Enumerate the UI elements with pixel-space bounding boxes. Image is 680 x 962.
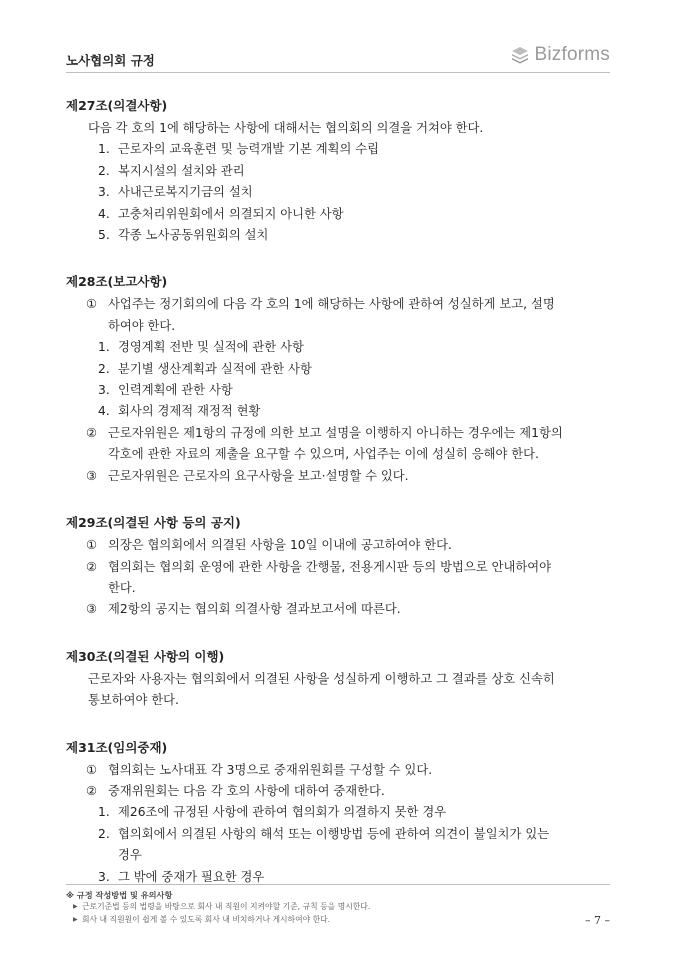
article-text-continued: 통보하여야 한다. (88, 693, 179, 708)
item-text: 사내근로복지기금의 설치 (118, 185, 253, 200)
paragraph-text: 하여야 한다. (108, 318, 176, 333)
list-item (66, 182, 610, 203)
paragraph-text: 근로자위원은 제1항의 규정에 의한 보고 설명을 이행하지 아니하는 경우에는 제1항의 (108, 425, 563, 440)
paragraph-marker: ② (86, 783, 98, 798)
page-header (66, 40, 610, 73)
item-number: 1. (98, 142, 110, 157)
article-text: 근로자와 사용자는 협의회에서 의결된 사항을 성실하게 이행하고 그 결과를 상호 신속히 (88, 671, 555, 686)
footnote-text: 회사 내 직원원이 쉽게 볼 수 있도록 회사 내 비치하거나 게시하여야 한다. (82, 914, 331, 924)
triangle-bullet-icon: ▶ (73, 915, 78, 923)
article-29 (66, 513, 610, 621)
paragraph (66, 599, 610, 620)
item-number: 2. (98, 163, 110, 178)
paragraph-marker: ① (86, 538, 98, 553)
paragraph-text: 협의회는 노사대표 각 3명으로 중재위원회를 구성할 수 있다. (108, 762, 433, 777)
paragraph (66, 294, 610, 315)
item-text: 회사의 경제적 재정적 현황 (118, 404, 261, 419)
item-number: 4. (98, 404, 110, 419)
article-31 (66, 738, 610, 888)
list-item (66, 139, 610, 160)
footnote-item (66, 901, 610, 914)
item-number: 2. (98, 361, 110, 376)
item-text: 고충처리위원회에서 의결되지 아니한 사항 (118, 206, 344, 221)
item-text: 경영계획 전반 및 실적에 관한 사항 (118, 340, 304, 355)
item-text: 분기별 생산계획과 실적에 관한 사항 (118, 361, 312, 376)
page-footer (66, 884, 610, 926)
article-27 (66, 96, 610, 246)
paragraph-marker: ③ (86, 602, 98, 617)
item-number: 3. (98, 185, 110, 200)
item-text: 각종 노사공동위원회의 설치 (118, 228, 269, 243)
paragraph-marker: ① (86, 297, 98, 312)
paragraph-continued (66, 316, 610, 337)
list-item (66, 824, 610, 845)
list-item (66, 380, 610, 401)
page-number: – 7 – (585, 914, 610, 927)
paragraph-text: 각호에 관한 자료의 제출을 요구할 수 있으며, 사업주는 이에 성실히 응해야 한다. (108, 447, 539, 462)
paragraph-marker: ② (86, 559, 98, 574)
article-28 (66, 272, 610, 487)
list-item (66, 161, 610, 182)
article-title: 제30조(의결된 사항의 이행) (66, 648, 225, 664)
article-title: 제31조(임의중재) (66, 739, 168, 755)
article-30 (66, 647, 610, 712)
paragraph-marker: ③ (86, 468, 98, 483)
paragraph-text: 한다. (108, 580, 136, 595)
item-number: 5. (98, 228, 110, 243)
paragraph (66, 423, 610, 444)
paragraph (66, 535, 610, 556)
item-text: 인력계획에 관한 사항 (118, 383, 233, 398)
paragraph-text: 의장은 협의회에서 의결된 사항을 10일 이내에 공고하여야 한다. (108, 538, 452, 553)
paragraph-text: 협의회는 협의회 운영에 관한 사항을 간행물, 전용게시판 등의 방법으로 안내하여야 (108, 559, 551, 574)
paragraph (66, 466, 610, 487)
list-item (66, 337, 610, 358)
footnote-item (66, 914, 610, 927)
list-item (66, 225, 610, 246)
stacked-layers-icon (510, 45, 530, 65)
paragraph (66, 557, 610, 578)
item-text: 그 밖에 중재가 필요한 경우 (118, 869, 265, 884)
footnote-title: ※ 규정 작성방법 및 유의사항 (66, 890, 173, 900)
item-number: 3. (98, 869, 110, 884)
paragraph (66, 781, 610, 802)
item-text: 복지시설의 설치와 관리 (118, 163, 245, 178)
item-number: 1. (98, 805, 110, 820)
paragraph-text: 근로자위원은 근로자의 요구사항을 보고·설명할 수 있다. (108, 468, 409, 483)
list-item-continued (66, 845, 610, 866)
list-item (66, 802, 610, 823)
brand-logo (510, 44, 611, 66)
article-title: 제27조(의결사항) (66, 98, 168, 113)
list-item (66, 204, 610, 225)
paragraph-continued (66, 444, 610, 465)
triangle-bullet-icon: ▶ (73, 903, 78, 910)
paragraph-text: 중재위원회는 다음 각 호의 사항에 대하여 중재한다. (108, 783, 385, 798)
paragraph (66, 760, 610, 781)
item-text: 제26조에 규정된 사항에 관하여 협의회가 의결하지 못한 경우 (118, 805, 447, 820)
item-text: 협의회에서 의결된 사항의 해석 또는 이행방법 등에 관하여 의견이 불일치가 있는 (118, 826, 550, 841)
footnote-text: 근로기준법 등의 법령을 바탕으로 회사 내 직원이 지켜야할 기준, 규칙 등을 명시한다. (82, 902, 371, 911)
document-body (66, 96, 610, 914)
item-text: 경우 (118, 848, 142, 863)
article-title: 제29조(의결된 사항 등의 공지) (66, 515, 241, 531)
item-number: 1. (98, 340, 110, 355)
paragraph-text: 사업주는 정기회의에 다음 각 호의 1에 해당하는 사항에 관하여 성실하게 보고, 설명 (108, 297, 555, 312)
list-item (66, 359, 610, 380)
list-item (66, 401, 610, 422)
document-title: 노사협의회 규정 (66, 53, 155, 68)
paragraph-marker: ① (86, 762, 98, 777)
item-text: 근로자의 교육훈련 및 능력개발 기본 계획의 수립 (118, 142, 380, 157)
item-number: 2. (98, 826, 110, 841)
article-title: 제28조(보고사항) (66, 274, 168, 290)
item-number: 3. (98, 383, 110, 398)
article-intro: 다음 각 호의 1에 해당하는 사항에 대해서는 협의회의 의결을 거쳐야 한다. (88, 121, 484, 135)
item-number: 4. (98, 206, 110, 221)
paragraph-marker: ② (86, 425, 98, 440)
brand-name: Bizforms (534, 44, 610, 65)
paragraph-continued (66, 578, 610, 599)
paragraph-text: 제2항의 공지는 협의회 의결사항 결과보고서에 따른다. (108, 602, 401, 617)
